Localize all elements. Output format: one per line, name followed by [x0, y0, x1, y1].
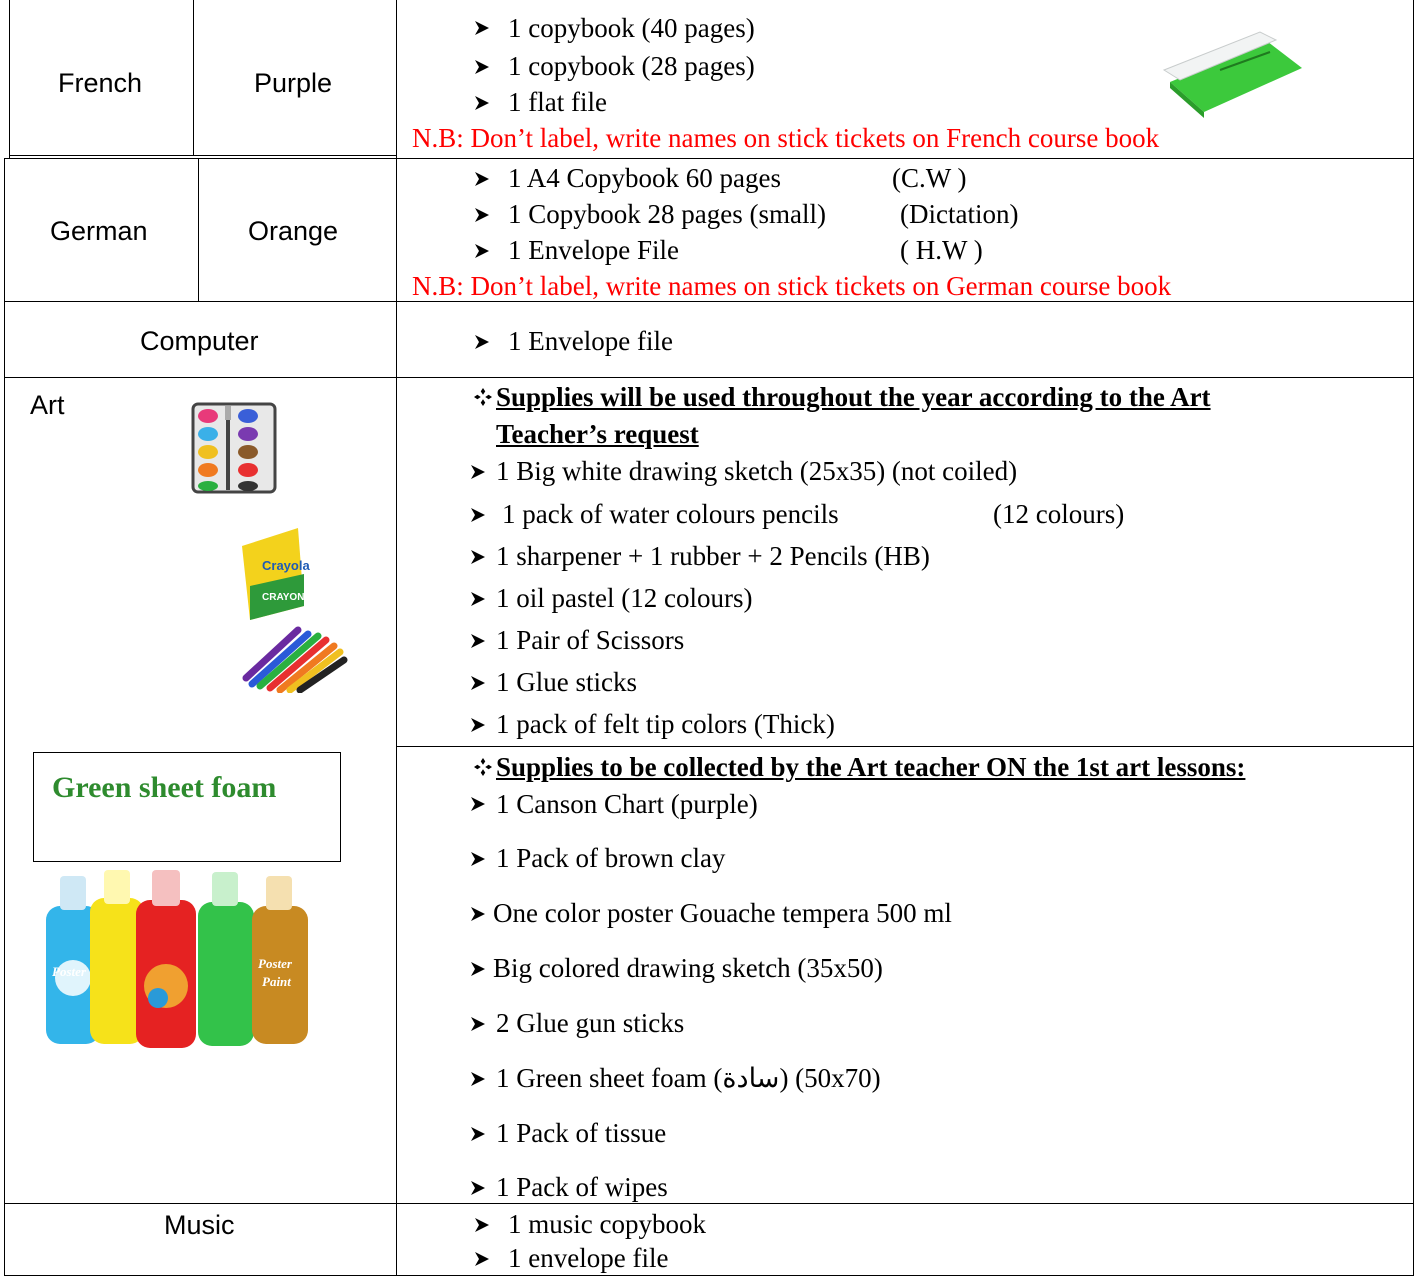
arrow-bullet-icon	[474, 334, 490, 350]
arrow-bullet-icon	[474, 59, 490, 75]
art-item: 1 pack of felt tip colors (Thick)	[496, 709, 835, 739]
french-subject: French	[58, 68, 143, 98]
arrow-bullet-icon	[470, 796, 486, 812]
art-item: 1 Canson Chart (purple)	[496, 789, 758, 819]
arrow-bullet-icon	[474, 207, 490, 223]
arrow-bullet-icon	[470, 717, 486, 733]
arrow-bullet-icon	[474, 171, 490, 187]
poster-paint-bottles-image	[40, 868, 315, 1053]
arrow-bullet-icon	[470, 1071, 486, 1087]
german-item-tag: (Dictation)	[900, 199, 1019, 229]
german-item: 1 Copybook 28 pages (small)	[508, 199, 826, 229]
german-note: N.B: Don’t label, write names on stick tickets on German course book	[412, 271, 1172, 301]
art-item: 1 Pair of Scissors	[496, 625, 685, 655]
arrow-bullet-icon	[474, 1251, 490, 1267]
french-item: 1 copybook (40 pages)	[508, 13, 755, 43]
german-item-tag: (C.W )	[892, 163, 967, 193]
arrow-bullet-icon	[474, 20, 490, 36]
german-item: 1 A4 Copybook 60 pages	[508, 163, 781, 193]
art-item: 1 sharpener + 1 rubber + 2 Pencils (HB)	[496, 541, 930, 571]
art-item: 1 Pack of brown clay	[496, 843, 726, 873]
art-section2-heading: Supplies to be collected by the Art teacher ON the 1st art lessons:	[496, 752, 1246, 782]
german-subject: German	[50, 216, 148, 246]
art-section1-heading: Teacher’s request	[496, 419, 699, 449]
art-section1-heading: Supplies will be used throughout the year according to the Art	[496, 382, 1211, 412]
art-item: 1 oil pastel (12 colours)	[496, 583, 753, 613]
art-item-tag: (12 colours)	[993, 499, 1125, 529]
crayon-box-label: Crayola	[262, 558, 310, 573]
crayon-box-sub: CRAYONS	[262, 592, 312, 603]
art-item: 1 Big white drawing sketch (25x35) (not coiled)	[496, 456, 1018, 486]
arrow-bullet-icon	[470, 906, 486, 922]
music-item: 1 music copybook	[508, 1209, 706, 1239]
paint-label: Paint	[262, 974, 291, 989]
arrow-bullet-icon	[470, 1180, 486, 1196]
french-note: N.B: Don’t label, write names on stick tickets on French course book	[412, 123, 1160, 153]
arrow-bullet-icon	[470, 507, 486, 523]
arrow-bullet-icon	[474, 243, 490, 259]
arrow-bullet-icon	[470, 961, 486, 977]
music-subject: Music	[164, 1210, 235, 1240]
arrow-bullet-icon	[470, 675, 486, 691]
art-item: 1 Green sheet foam (سادة) (50x70)	[496, 1063, 881, 1093]
arrow-bullet-icon	[470, 549, 486, 565]
watercolor-palette-image	[190, 402, 278, 494]
art-item: Big colored drawing sketch (35x50)	[493, 953, 883, 983]
diamond-bullet-icon	[474, 758, 492, 776]
diamond-bullet-icon	[474, 388, 492, 406]
art-item: 1 pack of water colours pencils	[502, 499, 839, 529]
music-item: 1 envelope file	[508, 1243, 669, 1273]
arrow-bullet-icon	[474, 95, 490, 111]
art-item: One color poster Gouache tempera 500 ml	[493, 898, 952, 928]
french-color: Purple	[254, 68, 333, 98]
french-item: 1 copybook (28 pages)	[508, 51, 755, 81]
art-item: 2 Glue gun sticks	[496, 1008, 685, 1038]
arrow-bullet-icon	[470, 1016, 486, 1032]
arrow-bullet-icon	[470, 591, 486, 607]
french-item: 1 flat file	[508, 87, 607, 117]
flat-file-image	[1160, 30, 1305, 120]
crayons-image	[238, 528, 348, 693]
computer-subject: Computer	[140, 326, 259, 356]
computer-item: 1 Envelope file	[508, 326, 673, 356]
arrow-bullet-icon	[474, 1217, 490, 1233]
arrow-bullet-icon	[470, 633, 486, 649]
paint-label: Poster	[258, 956, 292, 971]
german-color: Orange	[248, 216, 339, 246]
art-item: 1 Pack of wipes	[496, 1172, 668, 1202]
arrow-bullet-icon	[470, 851, 486, 867]
art-subject: Art	[30, 390, 65, 420]
art-item: 1 Glue sticks	[496, 667, 637, 697]
foam-label: Green sheet foam	[52, 771, 277, 804]
arrow-bullet-icon	[470, 1126, 486, 1142]
german-item: 1 Envelope File	[508, 235, 679, 265]
german-item-tag: ( H.W )	[900, 235, 983, 265]
art-item: 1 Pack of tissue	[496, 1118, 667, 1148]
foam-label-box	[33, 752, 341, 862]
arrow-bullet-icon	[470, 464, 486, 480]
paint-label: Poster	[52, 964, 86, 979]
